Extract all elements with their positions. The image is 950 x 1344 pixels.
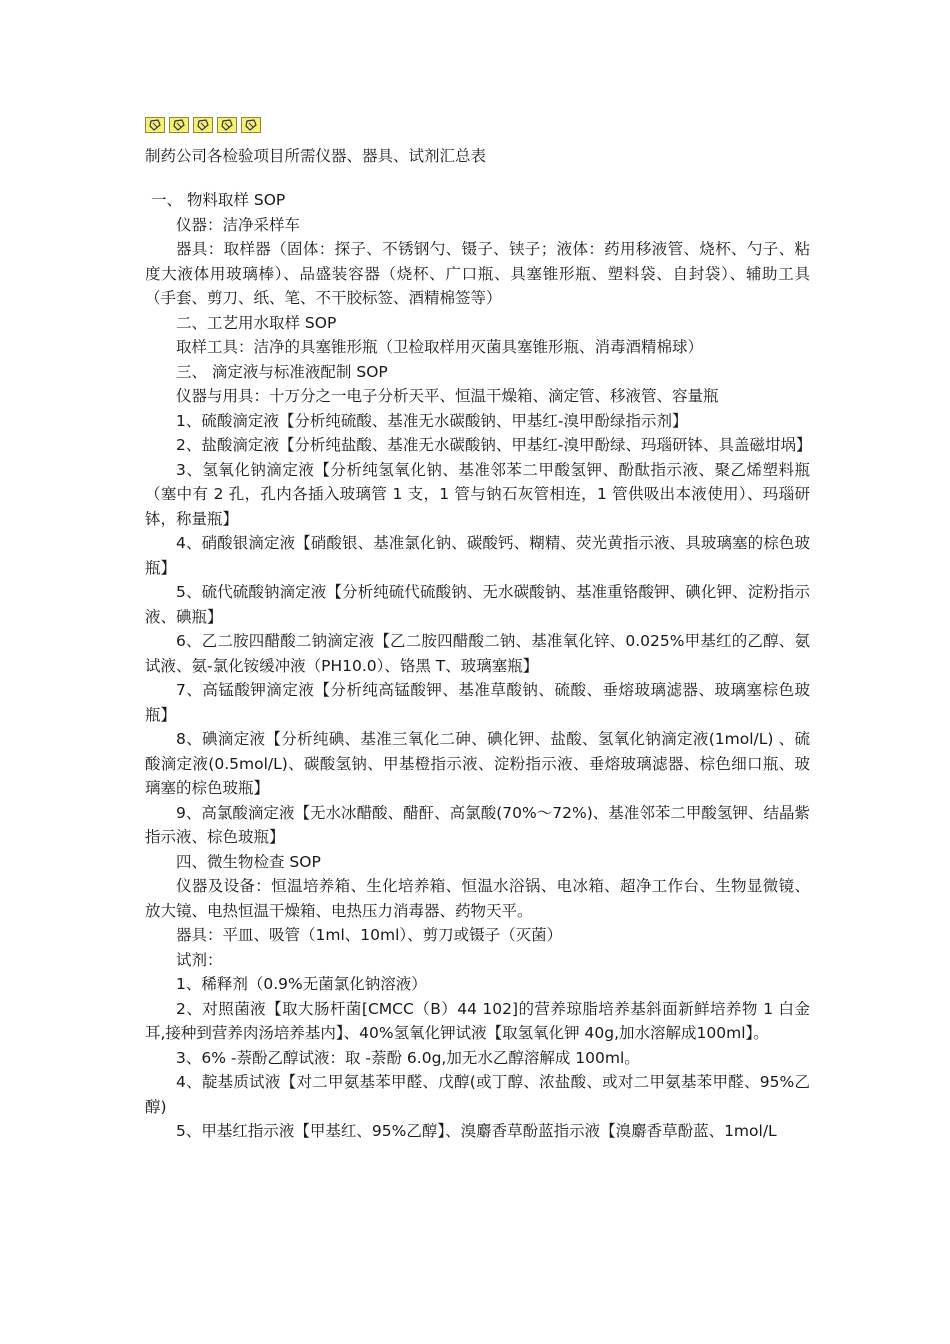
note-icon[interactable] [241,117,261,133]
list-item: 8、碘滴定液【分析纯碘、基准三氧化二砷、碘化钾、盐酸、氢氧化钠滴定液(1mol/L) 、硫酸滴定液(0.5mol/L)、碳酸氢钠、甲基橙指示液、淀粉指示液、垂熔玻璃滤器、棕色细口瓶、玻璃塞的棕色玻瓶】 [145,730,810,797]
list-item: 7、高锰酸钾滴定液【分析纯高锰酸钾、基准草酸钠、硫酸、垂熔玻璃滤器、玻璃塞棕色玻瓶】 [145,681,810,724]
section-heading: 三、 滴定液与标准液配制 SOP [176,362,388,381]
paragraph: 取样工具：洁净的具塞锥形瓶（卫检取样用灭菌具塞锥形瓶、消毒酒精棉球） [176,338,704,356]
list-item: 3、氢氧化钠滴定液【分析纯氢氧化钠、基准邻苯二甲酸氢钾、酚酞指示液、聚乙烯塑料瓶（塞中有 2 孔，孔内各插入玻璃管 1 支，1 管与钠石灰管相连，1 管供吸出本液使用）、玛瑙研钵，称量瓶】 [145,460,810,528]
note-icon[interactable] [145,117,165,133]
paragraph: 仪器与用具：十万分之一电子分析天平、恒温干燥箱、滴定管、移液管、容量瓶 [176,387,719,405]
note-icon[interactable] [193,117,213,133]
list-item: 6、乙二胺四醋酸二钠滴定液【乙二胺四醋酸二钠、基准氧化锌、0.025%甲基红的乙醇、氨试液、氨-氯化铵缓冲液（PH10.0）、铬黑 T、玻璃塞瓶】 [145,632,810,675]
list-item: 2、对照菌液【取大肠杆菌[CMCC（B）44 102]的营养琼脂培养基斜面新鲜培养物 1 白金耳,接种到营养肉汤培养基内】、40%氢氧化钾试液【取氢氧化钾 40g,加水溶解成100ml】。 [145,999,810,1042]
note-icon[interactable] [217,117,237,133]
list-item: 5、硫代硫酸钠滴定液【分析纯硫代硫酸钠、无水碳酸钠、基准重铬酸钾、碘化钾、淀粉指示液、碘瓶】 [145,583,810,626]
section-heading: 一、 物料取样 SOP [151,191,286,209]
paragraph: 仪器：洁净采样车 [176,215,301,234]
list-item: 1、稀释剂（0.9%无菌氯化钠溶液） [176,975,427,993]
list-item: 4、靛基质试液【对二甲氨基苯甲醛、戊醇(或丁醇、浓盐酸、或对二甲氨基苯甲醛、95%乙醇) [145,1073,810,1116]
list-item: 1、硫酸滴定液【分析纯硫酸、基准无水碳酸钠、甲基红-溴甲酚绿指示剂】 [176,411,688,430]
list-item: 9、高氯酸滴定液【无水冰醋酸、醋酐、高氯酸(70%～72%)、基准邻苯二甲酸氢钾、结晶紫指示液、棕色玻瓶】 [145,803,810,846]
paragraph: 器具：平皿、吸管（1ml、10ml）、剪刀或镊子（灭菌） [176,926,563,944]
note-icon[interactable] [169,117,189,133]
document-body [145,188,810,1144]
list-item: 4、硝酸银滴定液【硝酸银、基准氯化钠、碳酸钙、糊精、荧光黄指示液、具玻璃塞的棕色玻瓶】 [145,534,810,577]
list-item: 2、盐酸滴定液【分析纯盐酸、基准无水碳酸钠、甲基红-溴甲酚绿、玛瑙研钵、具盖磁坩埚】 [176,436,812,454]
list-item: 5、甲基红指示液【甲基红、95%乙醇】、溴麝香草酚蓝指示液【溴麝香草酚蓝、1mol/L [176,1122,777,1140]
icon-row [145,117,261,133]
paragraph: 器具：取样器（固体：探子、不锈钢勺、镊子、铗子；液体：药用移液管、烧杯、勺子、粘度大液体用玻璃棒）、品盛装容器（烧杯、广口瓶、具塞锥形瓶、塑料袋、自封袋）、辅助工具（手套、剪刀、纸、笔、不干胶标签、酒精棉签等） [145,240,810,307]
paragraph: 仪器及设备：恒温培养箱、生化培养箱、恒温水浴锅、电冰箱、超净工作台、生物显微镜、放大镜、电热恒温干燥箱、电热压力消毒器、药物天平。 [145,877,810,920]
document-title: 制药公司各检验项目所需仪器、器具、试剂汇总表 [145,147,487,165]
section-heading: 二、工艺用水取样 SOP [176,313,337,332]
paragraph: 试剂： [176,950,223,969]
section-heading: 四、微生物检查 SOP [176,852,321,871]
list-item: 3、6% -萘酚乙醇试液：取 -萘酚 6.0g,加无水乙醇溶解成 100ml。 [176,1048,640,1067]
